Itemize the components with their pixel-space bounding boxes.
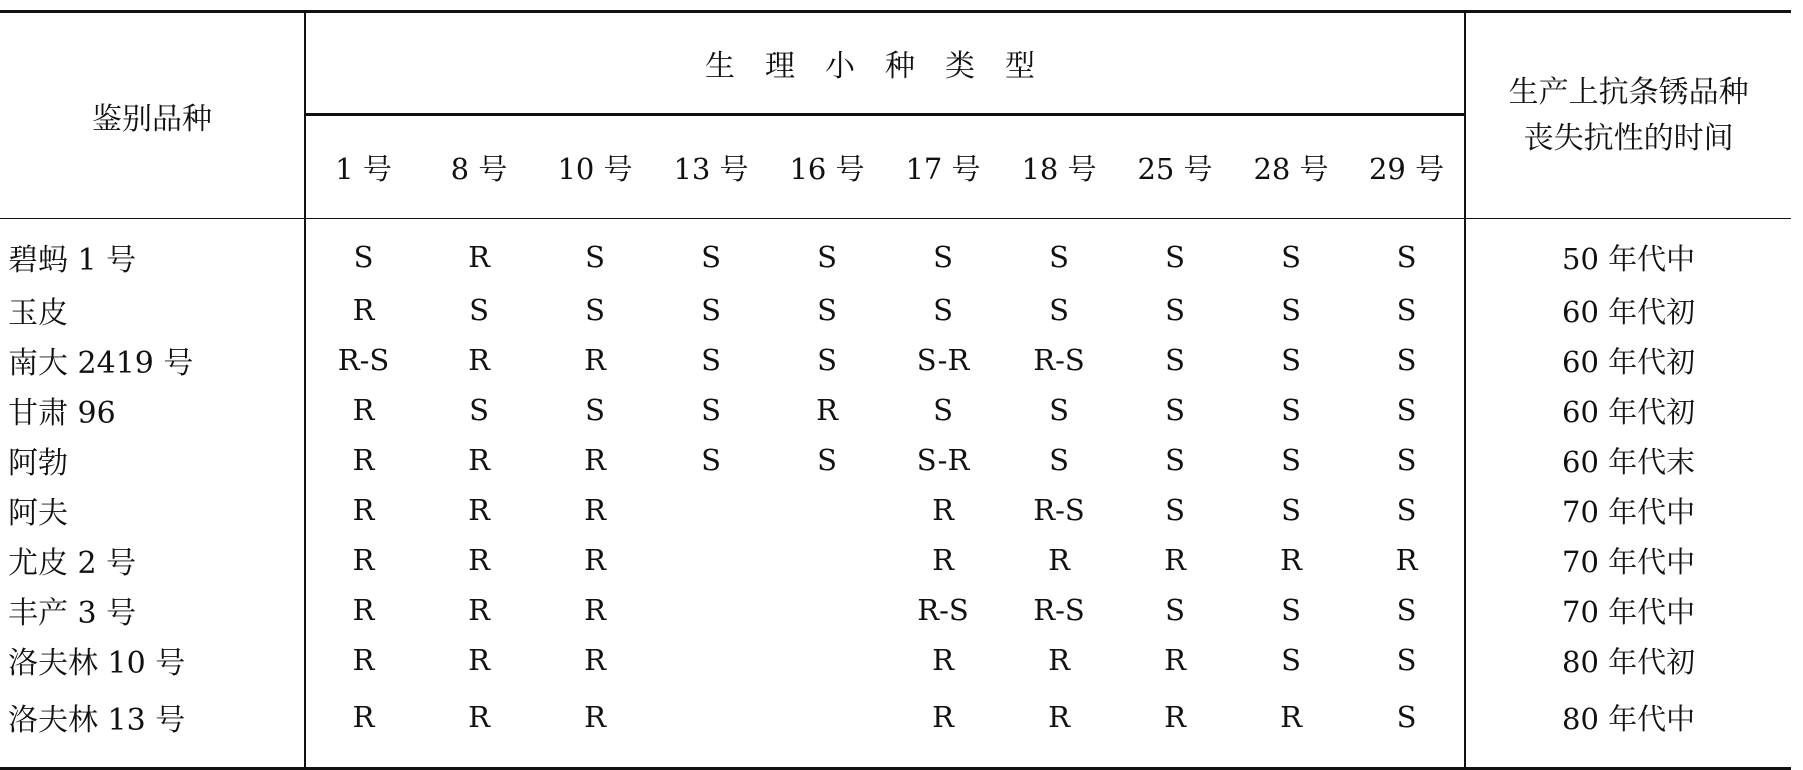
time-cell: 60 年代初 xyxy=(1465,285,1791,335)
reaction-cell: R xyxy=(352,393,375,427)
table-row xyxy=(0,635,1791,685)
time-cell: 60 年代初 xyxy=(1465,335,1791,385)
reaction-cell: S xyxy=(1165,240,1185,274)
reaction-cell: R-S xyxy=(1033,343,1085,377)
reaction-cell: R xyxy=(352,293,375,327)
reaction-cell xyxy=(769,535,885,585)
reaction-cell: S xyxy=(817,343,837,377)
table-row xyxy=(0,535,1791,585)
reaction-cell: R xyxy=(932,543,954,577)
reaction-cell: S xyxy=(585,293,605,327)
reaction-cell: S xyxy=(1396,593,1417,627)
reaction-cell: S-R xyxy=(916,443,970,477)
reaction-cell: S xyxy=(353,240,374,274)
reaction-cell: R xyxy=(1164,543,1186,577)
variety-column-header: 鉴别品种 xyxy=(0,12,305,219)
reaction-cell: R xyxy=(584,593,606,627)
reaction-cell: S xyxy=(1281,493,1301,527)
race-header-3: 10 号 xyxy=(557,151,633,186)
variety-cell: 洛夫林 13 号 xyxy=(0,685,305,769)
race-header-5: 16 号 xyxy=(789,151,865,186)
reaction-cell: R xyxy=(468,543,490,577)
header-row-top xyxy=(0,12,1791,115)
time-cell: 70 年代中 xyxy=(1465,585,1791,635)
resistance-table xyxy=(0,10,1791,770)
reaction-cell: S xyxy=(585,240,605,274)
reaction-cell: S xyxy=(1281,240,1301,274)
reaction-cell: S xyxy=(1396,343,1417,377)
reaction-cell xyxy=(653,685,769,769)
race-header-6: 17 号 xyxy=(905,151,981,186)
table-row xyxy=(0,485,1791,535)
reaction-cell: S xyxy=(1165,443,1185,477)
reaction-cell: R xyxy=(1164,643,1186,677)
table-header xyxy=(0,12,1791,219)
variety-cell: 丰产 3 号 xyxy=(0,585,305,635)
table-row xyxy=(0,685,1791,769)
reaction-cell: R xyxy=(1048,643,1070,677)
race-header-8: 25 号 xyxy=(1137,151,1213,186)
race-header-7: 18 号 xyxy=(1021,151,1097,186)
time-column-header xyxy=(1465,12,1791,219)
table-row xyxy=(0,585,1791,635)
reaction-cell: R xyxy=(816,393,838,427)
reaction-cell: R xyxy=(468,240,490,274)
reaction-cell: R xyxy=(584,700,606,734)
reaction-cell: R xyxy=(352,543,375,577)
reaction-cell: R xyxy=(584,543,606,577)
reaction-cell: R xyxy=(352,700,375,734)
variety-cell: 南大 2419 号 xyxy=(0,335,305,385)
reaction-cell: S xyxy=(585,393,605,427)
table-row xyxy=(0,335,1791,385)
race-header-2: 8 号 xyxy=(450,151,508,186)
variety-cell: 阿勃 xyxy=(0,435,305,485)
reaction-cell: R xyxy=(584,643,606,677)
reaction-cell xyxy=(653,635,769,685)
reaction-cell: R xyxy=(932,700,954,734)
reaction-cell: R xyxy=(352,443,375,477)
reaction-cell: S xyxy=(469,293,489,327)
reaction-cell: S xyxy=(1049,293,1069,327)
race-header-10: 29 号 xyxy=(1368,151,1445,186)
variety-cell: 阿夫 xyxy=(0,485,305,535)
variety-cell: 甘肃 96 xyxy=(0,385,305,435)
time-header-line2: 丧失抗性的时间 xyxy=(1523,120,1734,156)
reaction-cell: S xyxy=(1396,493,1417,527)
reaction-cell: R xyxy=(1280,700,1302,734)
reaction-cell: R xyxy=(352,593,375,627)
reaction-cell: R xyxy=(468,493,490,527)
reaction-cell: S xyxy=(1049,443,1069,477)
resistance-table-container xyxy=(0,10,1791,756)
time-cell: 70 年代中 xyxy=(1465,535,1791,585)
reaction-cell: S xyxy=(1396,240,1417,274)
time-cell: 60 年代末 xyxy=(1465,435,1791,485)
reaction-cell xyxy=(769,585,885,635)
reaction-cell: R xyxy=(1164,700,1186,734)
reaction-cell: S xyxy=(1165,343,1185,377)
reaction-cell: S xyxy=(1165,593,1185,627)
race-header-4: 13 号 xyxy=(673,151,749,186)
reaction-cell: S xyxy=(1396,393,1417,427)
reaction-cell: S xyxy=(817,240,837,274)
reaction-cell: S xyxy=(1281,393,1301,427)
reaction-cell: R xyxy=(584,343,606,377)
reaction-cell: R xyxy=(468,343,490,377)
variety-cell: 洛夫林 10 号 xyxy=(0,635,305,685)
reaction-cell xyxy=(653,485,769,535)
table-row xyxy=(0,385,1791,435)
reaction-cell: S xyxy=(933,393,953,427)
reaction-cell: R-S xyxy=(1033,593,1085,627)
reaction-cell: R xyxy=(1395,543,1418,577)
table-row xyxy=(0,285,1791,335)
reaction-cell xyxy=(769,685,885,769)
time-header-line1: 生产上抗条锈品种 xyxy=(1508,74,1749,110)
reaction-cell: S xyxy=(701,343,721,377)
reaction-cell: S xyxy=(1165,493,1185,527)
variety-cell: 碧蚂 1 号 xyxy=(0,219,305,286)
time-cell: 60 年代初 xyxy=(1465,385,1791,435)
reaction-cell: S xyxy=(1396,700,1417,734)
reaction-cell: S-R xyxy=(916,343,970,377)
reaction-cell: S xyxy=(469,393,489,427)
reaction-cell: S xyxy=(701,240,721,274)
reaction-cell xyxy=(769,635,885,685)
variety-cell: 尤皮 2 号 xyxy=(0,535,305,585)
table-row xyxy=(0,219,1791,286)
reaction-cell: S xyxy=(1396,443,1417,477)
table-body xyxy=(0,219,1791,769)
reaction-cell xyxy=(653,535,769,585)
reaction-cell: R xyxy=(468,593,490,627)
reaction-cell: R xyxy=(584,493,606,527)
time-cell: 80 年代初 xyxy=(1465,635,1791,685)
race-group-header: 生理小种类型 xyxy=(305,12,1465,115)
reaction-cell: R xyxy=(1048,543,1070,577)
reaction-cell: S xyxy=(1049,240,1069,274)
reaction-cell: S xyxy=(1396,643,1417,677)
reaction-cell: R xyxy=(1048,700,1070,734)
reaction-cell: S xyxy=(1281,293,1301,327)
reaction-cell: R xyxy=(584,443,606,477)
reaction-cell: S xyxy=(1049,393,1069,427)
reaction-cell xyxy=(653,585,769,635)
reaction-cell: S xyxy=(701,393,721,427)
time-cell: 80 年代中 xyxy=(1465,685,1791,769)
reaction-cell: R xyxy=(468,443,490,477)
table-row xyxy=(0,435,1791,485)
race-header-1: 1 号 xyxy=(335,151,392,186)
reaction-cell: R xyxy=(1280,543,1302,577)
reaction-cell: S xyxy=(701,293,721,327)
reaction-cell: S xyxy=(1281,343,1301,377)
reaction-cell: R xyxy=(352,643,375,677)
time-cell: 70 年代中 xyxy=(1465,485,1791,535)
reaction-cell: R-S xyxy=(1033,493,1085,527)
reaction-cell: R xyxy=(932,643,954,677)
reaction-cell: R xyxy=(468,643,490,677)
reaction-cell: R xyxy=(352,493,375,527)
reaction-cell: R-S xyxy=(337,343,390,377)
reaction-cell: R xyxy=(468,700,490,734)
reaction-cell: S xyxy=(933,293,953,327)
reaction-cell: R xyxy=(932,493,954,527)
reaction-cell: S xyxy=(701,443,721,477)
time-cell: 50 年代中 xyxy=(1465,219,1791,286)
reaction-cell: S xyxy=(1281,643,1301,677)
reaction-cell: S xyxy=(817,443,837,477)
reaction-cell: S xyxy=(933,240,953,274)
race-header-9: 28 号 xyxy=(1253,151,1329,186)
reaction-cell: S xyxy=(1281,593,1301,627)
reaction-cell: S xyxy=(1165,293,1185,327)
reaction-cell xyxy=(769,485,885,535)
reaction-cell: S xyxy=(1396,293,1417,327)
reaction-cell: R-S xyxy=(917,593,969,627)
reaction-cell: S xyxy=(1281,443,1301,477)
reaction-cell: S xyxy=(817,293,837,327)
reaction-cell: S xyxy=(1165,393,1185,427)
variety-cell: 玉皮 xyxy=(0,285,305,335)
